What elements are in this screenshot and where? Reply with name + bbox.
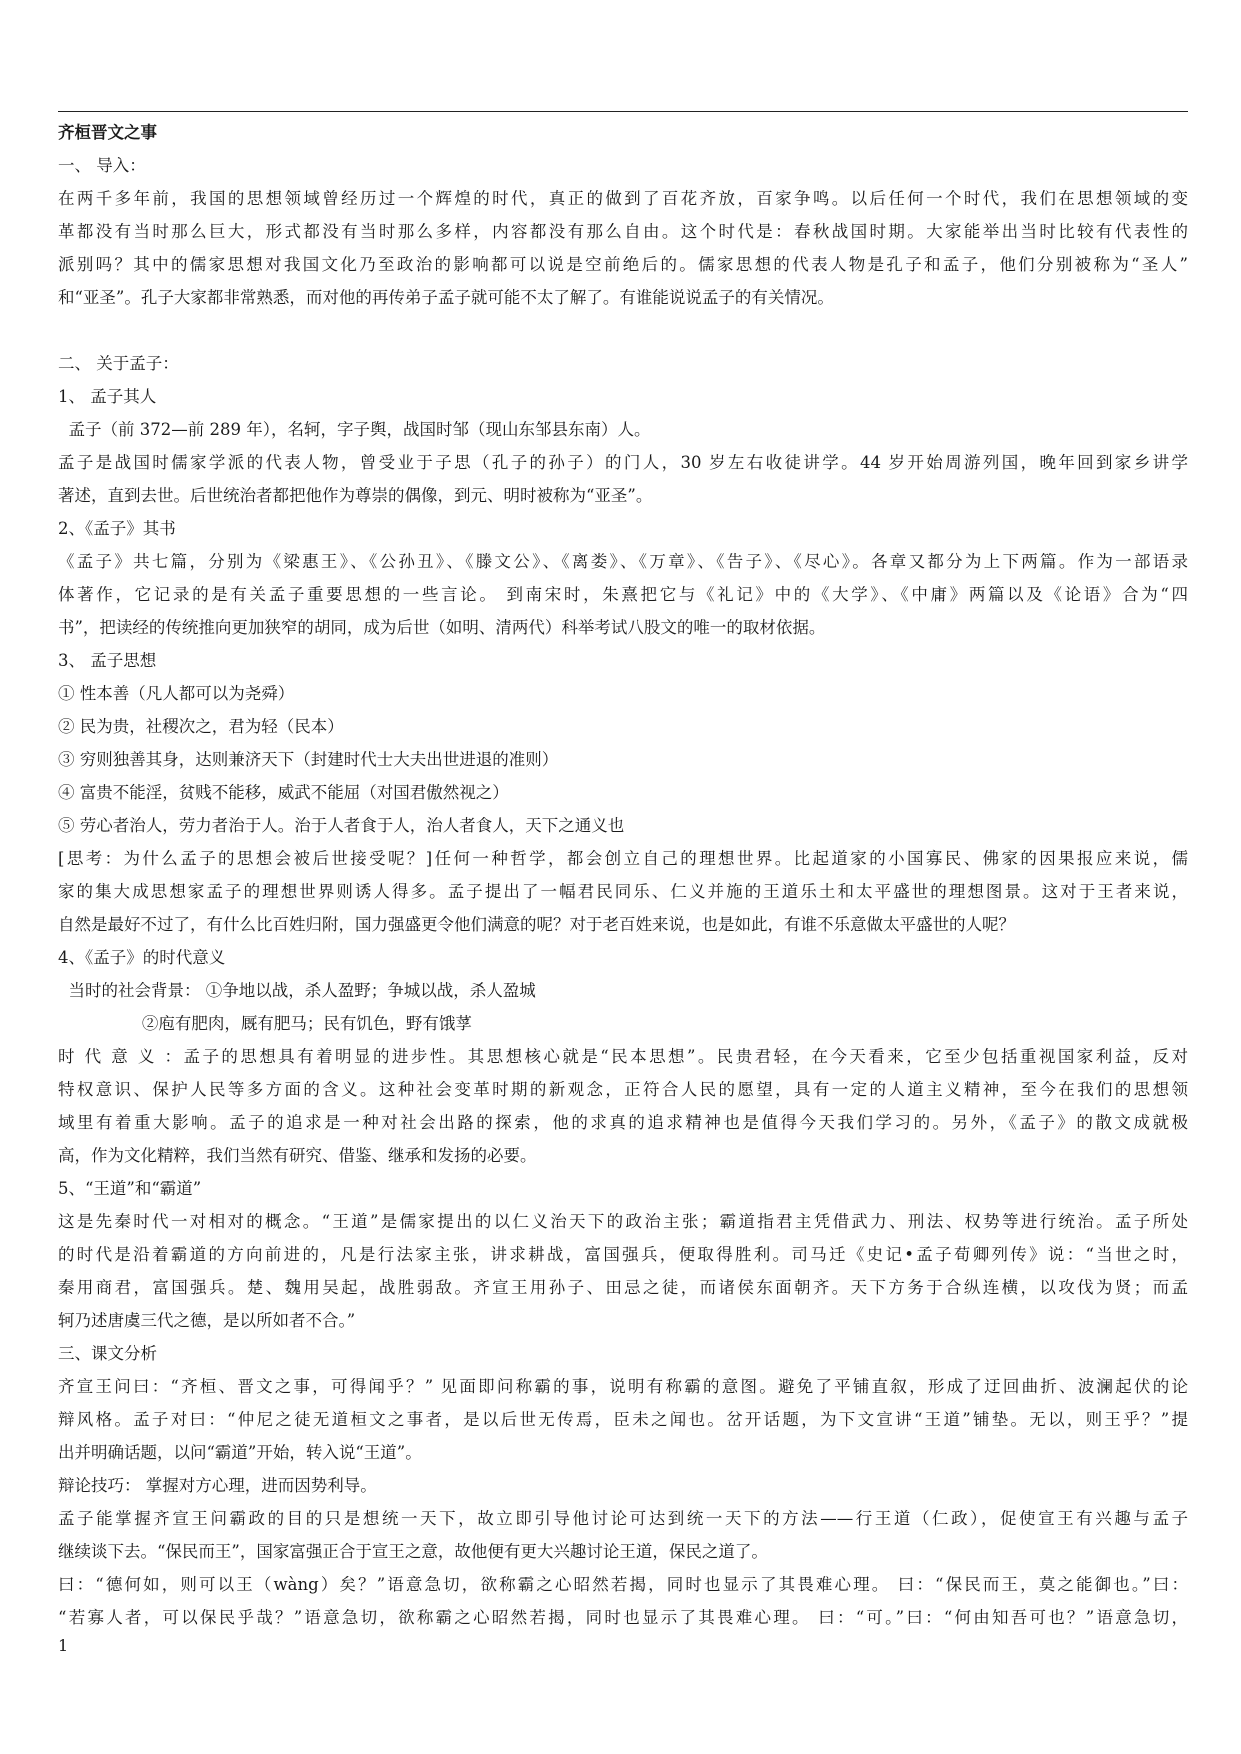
text-line: 高，作为文化精粹，我们当然有研究、借鉴、继承和发扬的必要。 xyxy=(58,1146,537,1165)
text-line: 特权意识、保护人民等多方面的含义。这种社会变革时期的新观念，正符合人民的愿望，具有一定的人道主义精神，至今在我们的思想领 xyxy=(58,1080,1188,1099)
text-line: 孟子（前 372—前 289 年），名轲，字子舆，战国时邹（现山东邹县东南）人。 xyxy=(58,420,651,439)
text-line: 家的集大成思想家孟子的理想世界则诱人得多。孟子提出了一幅君民同乐、仁义并施的王道乐土和太平盛世的理想图景。这对于王者来说， xyxy=(58,882,1188,901)
text-line: 孟子能掌握齐宣王问霸政的目的只是想统一天下，故立即引导他讨论可达到统一天下的方法——行王道（仁政），促使宣王有兴趣与孟子 xyxy=(58,1509,1188,1528)
text-line: 《孟子》共七篇，分别为《梁惠王》、《公孙丑》、《滕文公》、《离娄》、《万章》、《告子》、《尽心》。各章又都分为上下两篇。作为一部语录 xyxy=(58,552,1188,571)
text-line: 革都没有当时那么巨大，形式都没有当时那么多样，内容都没有那么自由。这个时代是：春秋战国时期。大家能举出当时比较有代表性的 xyxy=(58,222,1188,241)
text-line: 5、“王道”和“霸道” xyxy=(58,1179,202,1198)
text-line: 齐宣王问曰：“齐桓、晋文之事，可得闻乎？” 见面即问称霸的事，说明有称霸的意图。避免了平铺直叙，形成了迂回曲折、波澜起伏的论 xyxy=(58,1377,1188,1396)
text-line: [思考：为什么孟子的思想会被后世接受呢？]任何一种哲学，都会创立自己的理想世界。比起道家的小国寡民、佛家的因果报应来说，儒 xyxy=(58,849,1188,868)
text-line: 派别吗？其中的儒家思想对我国文化乃至政治的影响都可以说是空前绝后的。儒家思想的代表人物是孔子和孟子，他们分别被称为“圣人” xyxy=(58,255,1188,274)
text-line: 著述，直到去世。后世统治者都把他作为尊崇的偶像，到元、明时被称为“亚圣”。 xyxy=(58,486,653,505)
header-rule xyxy=(58,111,1188,112)
text-line: 1、 孟子其人 xyxy=(58,387,157,406)
text-line: ④ 富贵不能淫，贫贱不能移，威武不能屈（对国君傲然视之） xyxy=(58,783,509,802)
text-line: 出并明确话题，以问“霸道”开始，转入说“王道”。 xyxy=(58,1443,422,1462)
text-line: 曰：“德何如，则可以王（wàng）矣？”语意急切，欲称霸之心昭然若揭，同时也显示了其畏难心理。 曰：“保民而王，莫之能御也。”曰： xyxy=(58,1575,1188,1594)
blank-line xyxy=(58,314,1188,347)
text-line: 一、 导入： xyxy=(58,156,146,175)
text-line: 2、《孟子》其书 xyxy=(58,519,176,538)
text-line: “若寡人者，可以保民乎哉？”语意急切，欲称霸之心昭然若揭，同时也显示了其畏难心理。 曰：“可。”曰：“何由知吾可也？”语意急切， xyxy=(58,1608,1188,1627)
text-line: ① 性本善（凡人都可以为尧舜） xyxy=(58,684,295,703)
text-line: 三、课文分析 xyxy=(58,1344,157,1363)
text-line: 辩论技巧： 掌握对方心理，进而因势利导。 xyxy=(58,1476,377,1495)
document-lines xyxy=(58,149,1188,1634)
text-line: ③ 穷则独善其身，达则兼济天下（封建时代士大夫出世进退的准则） xyxy=(58,750,559,769)
text-line: 书”，把读经的传统推向更加狭窄的胡同，成为后世（如明、清两代）科举考试八股文的唯一的取材依据。 xyxy=(58,618,826,637)
text-line: 域里有着重大影响。孟子的追求是一种对社会出路的探索，他的求真的追求精神也是值得今天我们学习的。另外，《孟子》的散文成就极 xyxy=(58,1113,1188,1132)
text-line: 这是先秦时代一对相对的概念。“王道”是儒家提出的以仁义治天下的政治主张；霸道指君主凭借武力、刑法、权势等进行统治。孟子所处 xyxy=(58,1212,1188,1231)
text-line: 当时的社会背景： ①争地以战，杀人盈野；争城以战，杀人盈城 xyxy=(58,981,536,1000)
document-title: 齐桓晋文之事 xyxy=(58,123,157,142)
text-line: 3、 孟子思想 xyxy=(58,651,157,670)
text-line: ⑤ 劳心者治人，劳力者治于人。治于人者食于人，治人者食人，天下之通义也 xyxy=(58,816,625,835)
text-line: 秦用商君，富国强兵。楚、魏用吴起，战胜弱敌。齐宣王用孙子、田忌之徒，而诸侯东面朝齐。天下方务于合纵连横，以攻伐为贤；而孟 xyxy=(58,1278,1188,1297)
text-line: 二、 关于孟子： xyxy=(58,354,179,373)
text-line: ② 民为贵，社稷次之，君为轻（民本） xyxy=(58,717,344,736)
text-line: 体著作，它记录的是有关孟子重要思想的一些言论。 到南宋时，朱熹把它与《礼记》中的《大学》、《中庸》两篇以及《论语》合为“四 xyxy=(58,585,1188,604)
text-line: 孟子是战国时儒家学派的代表人物，曾受业于子思（孔子的孙子）的门人，30 岁左右收徒讲学。44 岁开始周游列国，晚年回到家乡讲学 xyxy=(58,453,1188,472)
text-line: 自然是最好不过了，有什么比百姓归附，国力强盛更令他们满意的呢？对于老百姓来说，也是如此，有谁不乐意做太平盛世的人呢？ xyxy=(58,915,1015,934)
text-line: 在两千多年前，我国的思想领域曾经历过一个辉煌的时代，真正的做到了百花齐放，百家争鸣。以后任何一个时代，我们在思想领域的变 xyxy=(58,189,1188,208)
text-line: 的时代是沿着霸道的方向前进的，凡是行法家主张，讲求耕战，富国强兵，便取得胜利。司马迁《史记•孟子荀卿列传》说：“当世之时， xyxy=(58,1245,1188,1264)
text-line: 继续谈下去。“保民而王”，国家富强正合于宣王之意，故他便有更大兴趣讨论王道，保民之道了。 xyxy=(58,1542,768,1561)
text-line: ②庖有肥肉，厩有肥马；民有饥色，野有饿莩 xyxy=(58,1014,472,1033)
document-body xyxy=(58,116,1188,1634)
page-number: 1 xyxy=(58,1636,69,1655)
text-line: 轲乃述唐虞三代之德，是以所如者不合。” xyxy=(58,1311,356,1330)
text-line: 和“亚圣”。孔子大家都非常熟悉，而对他的再传弟子孟子就可能不太了解了。有谁能说说孟子的有关情况。 xyxy=(58,288,834,307)
text-line: 时 代 意 义 ：孟子的思想具有着明显的进步性。其思想核心就是“民本思想”。民贵君轻，在今天看来，它至少包括重视国家利益，反对 xyxy=(58,1047,1188,1066)
text-line: 4、《孟子》的时代意义 xyxy=(58,948,226,967)
text-line: 辩风格。孟子对曰：“仲尼之徒无道桓文之事者，是以后世无传焉，臣未之闻也。岔开话题，为下文宣讲“王道”铺垫。无以，则王乎？”提 xyxy=(58,1410,1188,1429)
